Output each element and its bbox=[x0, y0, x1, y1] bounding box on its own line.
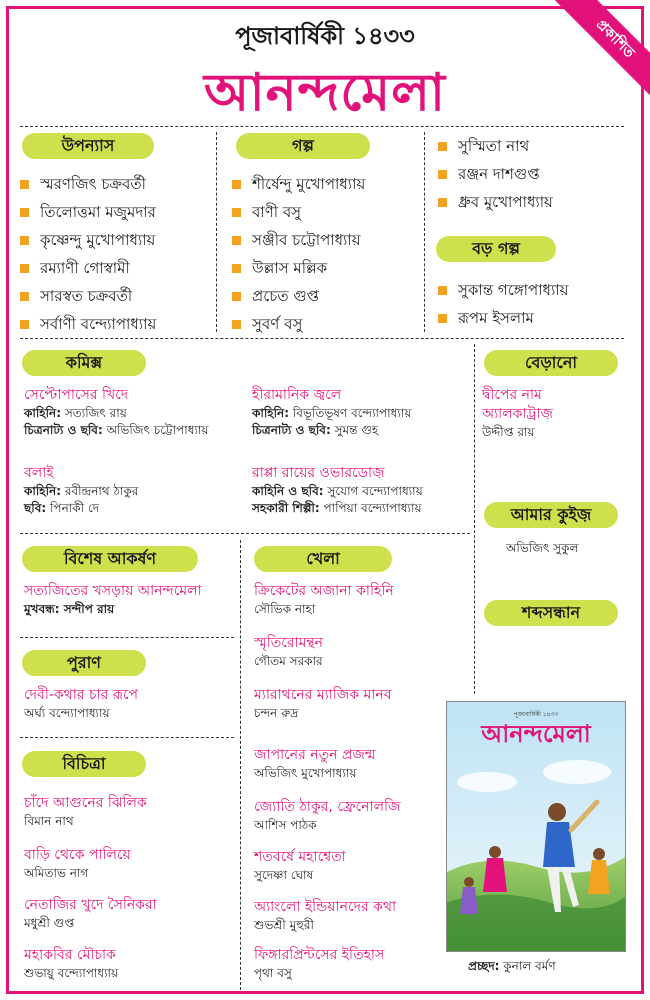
article-author: অমিতাভ নাগ bbox=[24, 866, 89, 880]
list-item: সঞ্জীব চট্টোপাধ্যায় bbox=[232, 226, 365, 254]
section-header-sports: খেলা bbox=[254, 546, 392, 572]
cover-credit: প্রচ্ছদ: কুনাল বর্মণ bbox=[468, 959, 556, 973]
article-author: সৌভিক নাহা bbox=[254, 602, 316, 616]
article-entry bbox=[254, 898, 396, 934]
cover-logo: আনন্দমেলা bbox=[481, 720, 591, 748]
travel-title-line: দ্বীপের নাম bbox=[482, 387, 542, 403]
special-entry bbox=[24, 582, 202, 618]
article-title: ক্রিকেটের অজানা কাহিনি bbox=[254, 583, 394, 599]
story-author-list-continued bbox=[438, 132, 553, 216]
article-title: শতবর্ষে মহাশ্বেতা bbox=[254, 849, 346, 865]
list-item: কৃষ্ণেন্দু মুখোপাধ্যায় bbox=[20, 226, 156, 254]
list-item: ধ্রুব মুখোপাধ্যায় bbox=[438, 188, 553, 216]
article-entry bbox=[254, 582, 394, 618]
divider bbox=[20, 338, 624, 339]
section-header-miscellany: বিচিত্রা bbox=[22, 751, 146, 777]
list-item: প্রচেত গুপ্ত bbox=[232, 282, 365, 310]
list-item: সুস্মিতা নাথ bbox=[438, 132, 553, 160]
list-item: উল্লাস মল্লিক bbox=[232, 254, 365, 282]
list-item: সুবর্ণ বসু bbox=[232, 310, 365, 338]
divider bbox=[216, 132, 217, 332]
published-ribbon: প্রকাশিত bbox=[551, 0, 650, 103]
article-entry bbox=[24, 794, 147, 830]
article-entry bbox=[24, 946, 118, 982]
list-item: সর্বাণী বন্দ্যোপাধ্যায় bbox=[20, 310, 156, 338]
section-header-travel: বেড়ানো bbox=[484, 350, 618, 376]
article-author: সুদেষ্ণা ঘোষ bbox=[254, 868, 314, 882]
comic-title: রাপ্পা রায়ের ওভারডোজ় bbox=[252, 465, 385, 481]
list-item: স্মরণজিৎ চক্রবর্তী bbox=[20, 170, 156, 198]
article-entry bbox=[254, 746, 376, 782]
masthead-logo: আনন্দমেলা bbox=[203, 63, 446, 123]
comic-title: হীরামানিক জ্বলে bbox=[252, 387, 342, 403]
section-header-long-stories: বড় গল্প bbox=[436, 236, 556, 262]
article-entry bbox=[254, 634, 323, 670]
section-header-quiz: আমার কুইজ় bbox=[484, 502, 618, 528]
section-header-special: বিশেষ আকর্ষণ bbox=[22, 546, 198, 572]
comic-title: সেপ্টোপাসের খিদে bbox=[24, 387, 129, 403]
cover-image bbox=[446, 701, 626, 952]
divider bbox=[20, 737, 234, 738]
article-entry bbox=[254, 946, 384, 982]
mythology-title: দেবী-কথার চার রূপে bbox=[24, 687, 139, 703]
travel-title-line: অ্যালকাট্রাজ় bbox=[482, 406, 554, 422]
article-title: চাঁদে আগুনের ঝিলিক bbox=[24, 795, 147, 811]
article-title: জ্যোতি ঠাকুর, ফ্রেনোলজি bbox=[254, 799, 401, 815]
article-author: গৌতম সরকার bbox=[254, 654, 323, 668]
special-title: সত্যজিতের খসড়ায় আনন্দমেলা bbox=[24, 583, 202, 599]
comic-credit: চিত্রনাট্য ও ছবি: অভিজিৎ চট্টোপাধ্যায় bbox=[24, 423, 209, 437]
novel-author-list bbox=[20, 170, 156, 338]
comic-entry bbox=[24, 464, 138, 517]
section-header-comics: কমিক্স bbox=[22, 350, 146, 376]
article-author: মধুশ্রী গুপ্ত bbox=[24, 916, 75, 930]
article-entry bbox=[24, 896, 157, 932]
article-author: পৃথা বসু bbox=[254, 966, 292, 980]
travel-author: উদ্দীপ্ত রায় bbox=[482, 425, 535, 439]
article-title: স্মৃতিরোমন্থন bbox=[254, 635, 323, 651]
list-item: রঞ্জন দাশগুপ্ত bbox=[438, 160, 553, 188]
list-item: সারস্বত চক্রবর্তী bbox=[20, 282, 156, 310]
article-title: জাপানের নতুন প্রজন্ম bbox=[254, 747, 376, 763]
divider bbox=[240, 540, 241, 990]
cover-illustration bbox=[447, 702, 625, 951]
article-entry bbox=[254, 848, 346, 884]
list-item: শীর্ষেন্দু মুখোপাধ্যায় bbox=[232, 170, 365, 198]
travel-entry bbox=[482, 386, 553, 441]
story-author-list bbox=[232, 170, 365, 338]
article-author: শুভশ্রী মুহুরী bbox=[254, 918, 314, 932]
section-header-novel: উপন্যাস bbox=[22, 133, 154, 159]
comic-credit: চিত্রনাট্য ও ছবি: সুমন্ত গুহ bbox=[252, 423, 379, 437]
section-header-mythology: পুরাণ bbox=[22, 650, 146, 676]
comic-credit: কাহিনি: বিভূতিভূষণ বন্দ্যোপাধ্যায় bbox=[252, 406, 412, 420]
article-title: অ্যাংলো ইন্ডিয়ানদের কথা bbox=[254, 899, 397, 915]
article-author: বিমান নাথ bbox=[24, 814, 74, 828]
list-item: রম্যাণী গোস্বামী bbox=[20, 254, 156, 282]
special-credit: মুখবন্ধ: সন্দীপ রায় bbox=[24, 602, 115, 616]
comic-title: বলাই bbox=[24, 465, 54, 481]
cover-subtitle: পূজাবার্ষিকী ১৪৩৩ bbox=[513, 711, 559, 718]
mythology-entry bbox=[24, 686, 138, 722]
page-subtitle: পূজাবার্ষিকী ১৪৩৩ bbox=[235, 22, 415, 50]
comic-credit: কাহিনি: সত্যজিৎ রায় bbox=[24, 406, 127, 420]
divider bbox=[474, 344, 475, 694]
article-title: ফিঙ্গারপ্রিন্টসের ইতিহাস bbox=[254, 947, 385, 963]
article-author: চন্দন রুদ্র bbox=[254, 706, 299, 720]
article-author: আশিস পাঠক bbox=[254, 818, 317, 832]
list-item: রূপম ইসলাম bbox=[438, 304, 569, 332]
article-title: ম্যারাথনের ম্যাজিক মানব bbox=[254, 687, 392, 703]
list-item: তিলোত্তমা মজুমদার bbox=[20, 198, 156, 226]
comic-entry bbox=[252, 386, 411, 439]
long-story-author-list bbox=[438, 276, 569, 332]
comic-credit: কাহিনি: রবীন্দ্রনাথ ঠাকুর bbox=[24, 484, 139, 498]
quiz-author: অভিজিৎ সুকুল bbox=[506, 541, 579, 555]
article-entry bbox=[254, 686, 392, 722]
mythology-author: অর্ঘ্য বন্দ্যোপাধ্যায় bbox=[24, 706, 110, 720]
comic-credit: ছবি: পিনাকী দে bbox=[24, 501, 100, 515]
list-item: সুকান্ত গঙ্গোপাধ্যায় bbox=[438, 276, 569, 304]
comic-entry bbox=[24, 386, 208, 439]
article-title: নেতাজির খুদে সৈনিকরা bbox=[24, 897, 157, 913]
article-title: বাড়ি থেকে পালিয়ে bbox=[24, 847, 131, 863]
section-header-word-puzzle: শব্দসন্ধান bbox=[484, 600, 618, 626]
divider bbox=[424, 132, 425, 332]
article-entry bbox=[254, 798, 401, 834]
list-item: বাণী বসু bbox=[232, 198, 365, 226]
article-title: মহাকবির মৌচাক bbox=[24, 947, 116, 963]
divider bbox=[20, 637, 234, 638]
article-author: শুভায়ু বন্দ্যোপাধ্যায় bbox=[24, 966, 119, 980]
divider bbox=[20, 126, 624, 127]
article-author: অভিজিৎ মুখোপাধ্যায় bbox=[254, 766, 357, 780]
divider bbox=[20, 533, 470, 534]
section-header-stories: গল্প bbox=[236, 133, 370, 159]
comic-credit: কাহিনি ও ছবি: সুযোগ বন্দ্যোপাধ্যায় bbox=[252, 484, 423, 498]
article-entry bbox=[24, 846, 131, 882]
comic-entry bbox=[252, 464, 423, 517]
comic-credit: সহকারী শিল্পী: পাপিয়া বন্দ্যোপাধ্যায় bbox=[252, 501, 422, 515]
